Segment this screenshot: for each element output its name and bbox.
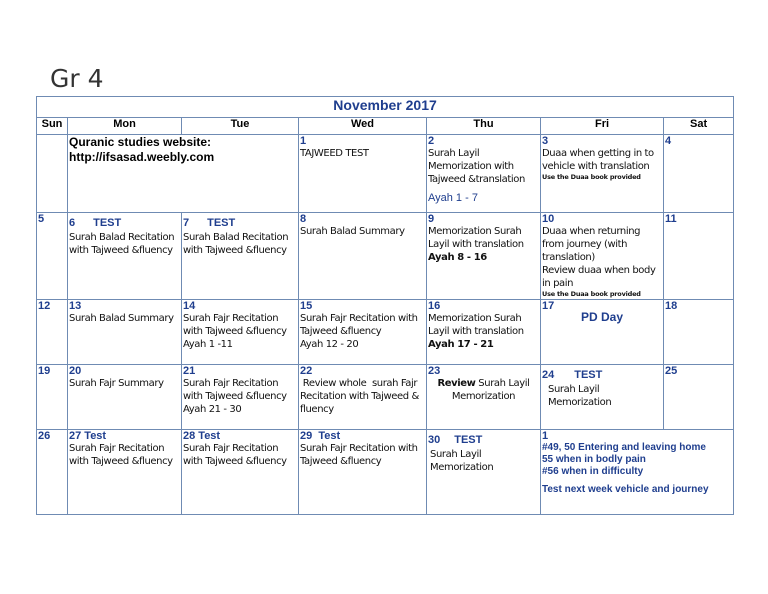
day-number: 8 bbox=[300, 213, 307, 225]
day-number: 4 bbox=[665, 135, 672, 147]
test-tag: TEST bbox=[454, 434, 483, 446]
pd-day-label: PD Day bbox=[580, 310, 624, 324]
next-test-note: Test next week vehicle and journey bbox=[542, 484, 709, 495]
website-url[interactable]: http://ifsasad.weebly.com bbox=[69, 150, 215, 164]
day-text: Duaa when returning from journey (with translation) bbox=[542, 226, 641, 263]
day-cell-15 bbox=[299, 300, 427, 365]
day-cell-19 bbox=[37, 365, 68, 430]
day-number: 16 bbox=[428, 300, 441, 312]
month-title: November 2017 bbox=[37, 97, 734, 118]
test-tag: TEST bbox=[574, 369, 603, 381]
ayah-range: Ayah 1 - 7 bbox=[428, 192, 478, 204]
day-cell-30 bbox=[427, 430, 541, 515]
day-cell-29 bbox=[299, 430, 427, 515]
day-cell-5 bbox=[37, 213, 68, 300]
day-cell-24 bbox=[541, 365, 664, 430]
day-cell-16 bbox=[427, 300, 541, 365]
day-number: 2 bbox=[428, 135, 435, 147]
day-text: Surah Fajr Recitation with Tajweed &fluency bbox=[300, 443, 418, 467]
ayah-range: Ayah 1 -11 bbox=[183, 339, 233, 350]
ayah-range: Ayah 12 - 20 bbox=[300, 339, 359, 350]
ayah-range: Ayah 8 - 16 bbox=[428, 252, 487, 263]
day-cell-18 bbox=[664, 300, 734, 365]
day-text: TAJWEED TEST bbox=[300, 148, 369, 159]
day-text: Surah Fajr Recitation with Tajweed &fluency bbox=[183, 378, 287, 402]
day-header-sun: Sun bbox=[37, 118, 68, 135]
day-header-thu: Thu bbox=[427, 118, 541, 135]
day-text-2: Review duaa when body in pain bbox=[542, 265, 656, 289]
day-text: Surah Balad Summary bbox=[300, 226, 405, 237]
day-text: Surah Fajr Recitation with Tajweed &fluency bbox=[69, 443, 173, 467]
website-note-cell bbox=[68, 135, 299, 213]
day-number: 12 bbox=[38, 300, 51, 312]
day-text: Review whole surah Fajr Recitation with Tajweed & fluency bbox=[300, 378, 422, 415]
day-number: 1 bbox=[300, 135, 307, 147]
review-label: Review bbox=[437, 378, 476, 389]
day-number: 7 bbox=[183, 217, 190, 229]
day-number: 23 bbox=[428, 365, 441, 377]
day-cell-2 bbox=[427, 135, 541, 213]
day-cell-4 bbox=[664, 135, 734, 213]
day-header-fri: Fri bbox=[541, 118, 664, 135]
day-number: 13 bbox=[69, 300, 82, 312]
day-cell-12 bbox=[37, 300, 68, 365]
day-cell-empty bbox=[37, 135, 68, 213]
day-cell-25 bbox=[664, 365, 734, 430]
day-text: Surah Fajr Recitation with Tajweed &fluency bbox=[300, 313, 418, 337]
day-cell-13 bbox=[68, 300, 182, 365]
day-number: 17 bbox=[542, 300, 555, 312]
day-cell-27 bbox=[68, 430, 182, 515]
day-cell-dec-1 bbox=[541, 430, 734, 515]
day-number: 14 bbox=[183, 300, 196, 312]
day-cell-20 bbox=[68, 365, 182, 430]
duaa-line-3: #56 when in difficulty bbox=[542, 466, 644, 477]
day-cell-21 bbox=[182, 365, 299, 430]
ayah-range: Ayah 17 - 21 bbox=[428, 339, 494, 350]
day-cell-1 bbox=[299, 135, 427, 213]
website-label: Quranic studies website: bbox=[69, 135, 212, 149]
day-number: 29 Test bbox=[300, 430, 341, 442]
day-number: 26 bbox=[38, 430, 51, 442]
day-number: 28 Test bbox=[183, 430, 221, 442]
day-number: 11 bbox=[665, 213, 677, 225]
day-number: 3 bbox=[542, 135, 549, 147]
day-cell-8 bbox=[299, 213, 427, 300]
day-number: 24 bbox=[542, 369, 555, 381]
day-note: Use the Duaa book provided bbox=[542, 290, 641, 298]
test-tag: TEST bbox=[93, 217, 122, 229]
day-text: Surah Balad Summary bbox=[69, 313, 174, 324]
duaa-line-1: #49, 50 Entering and leaving home bbox=[542, 442, 706, 453]
day-cell-7 bbox=[182, 213, 299, 300]
day-header-wed: Wed bbox=[299, 118, 427, 135]
day-number: 9 bbox=[428, 213, 435, 225]
day-number: 30 bbox=[428, 434, 441, 446]
day-text: Memorization Surah Layil with translation bbox=[428, 313, 524, 337]
day-text: Memorization Surah Layil with translation bbox=[428, 226, 524, 250]
day-cell-23 bbox=[427, 365, 541, 430]
calendar-table bbox=[36, 96, 734, 515]
day-cell-22 bbox=[299, 365, 427, 430]
day-text: Surah Fajr Recitation with Tajweed &fluency bbox=[183, 443, 287, 467]
day-number: 22 bbox=[300, 365, 313, 377]
day-number: 6 bbox=[69, 217, 76, 229]
day-text: Surah Layil Memorization bbox=[451, 378, 530, 402]
day-cell-6 bbox=[68, 213, 182, 300]
day-cell-17 bbox=[541, 300, 664, 365]
day-text: Surah Balad Recitation with Tajweed &fluency bbox=[183, 232, 289, 256]
day-cell-28 bbox=[182, 430, 299, 515]
duaa-line-2: 55 when in bodly pain bbox=[542, 454, 646, 465]
day-text: Surah Layil Memorization with Tajweed &translation bbox=[428, 148, 525, 185]
day-text: Surah Layil Memorization bbox=[548, 384, 612, 408]
day-cell-3 bbox=[541, 135, 664, 213]
day-text: Surah Fajr Recitation with Tajweed &fluency bbox=[183, 313, 287, 337]
day-number: 20 bbox=[69, 365, 82, 377]
day-cell-14 bbox=[182, 300, 299, 365]
page-heading: Gr 4 bbox=[50, 64, 104, 93]
day-number: 27 Test bbox=[69, 430, 107, 442]
day-cell-11 bbox=[664, 213, 734, 300]
day-cell-9 bbox=[427, 213, 541, 300]
day-number: 25 bbox=[665, 365, 678, 377]
day-note: Use the Duaa book provided bbox=[542, 173, 641, 181]
day-number: 15 bbox=[300, 300, 313, 312]
day-number: 21 bbox=[183, 365, 196, 377]
day-number: 10 bbox=[542, 213, 555, 225]
day-cell-26 bbox=[37, 430, 68, 515]
day-cell-10 bbox=[541, 213, 664, 300]
day-number: 19 bbox=[38, 365, 51, 377]
day-text: Surah Layil Memorization bbox=[430, 449, 494, 473]
day-number: 5 bbox=[38, 213, 45, 225]
day-header-tue: Tue bbox=[182, 118, 299, 135]
ayah-range: Ayah 21 - 30 bbox=[183, 404, 242, 415]
day-text: Duaa when getting in to vehicle with translation bbox=[542, 148, 654, 172]
day-header-mon: Mon bbox=[68, 118, 182, 135]
test-tag: TEST bbox=[207, 217, 236, 229]
day-text: Surah Balad Recitation with Tajweed &fluency bbox=[69, 232, 175, 256]
day-header-sat: Sat bbox=[664, 118, 734, 135]
day-text: Surah Fajr Summary bbox=[69, 378, 164, 389]
day-number: 1 bbox=[542, 430, 549, 442]
day-number: 18 bbox=[665, 300, 678, 312]
